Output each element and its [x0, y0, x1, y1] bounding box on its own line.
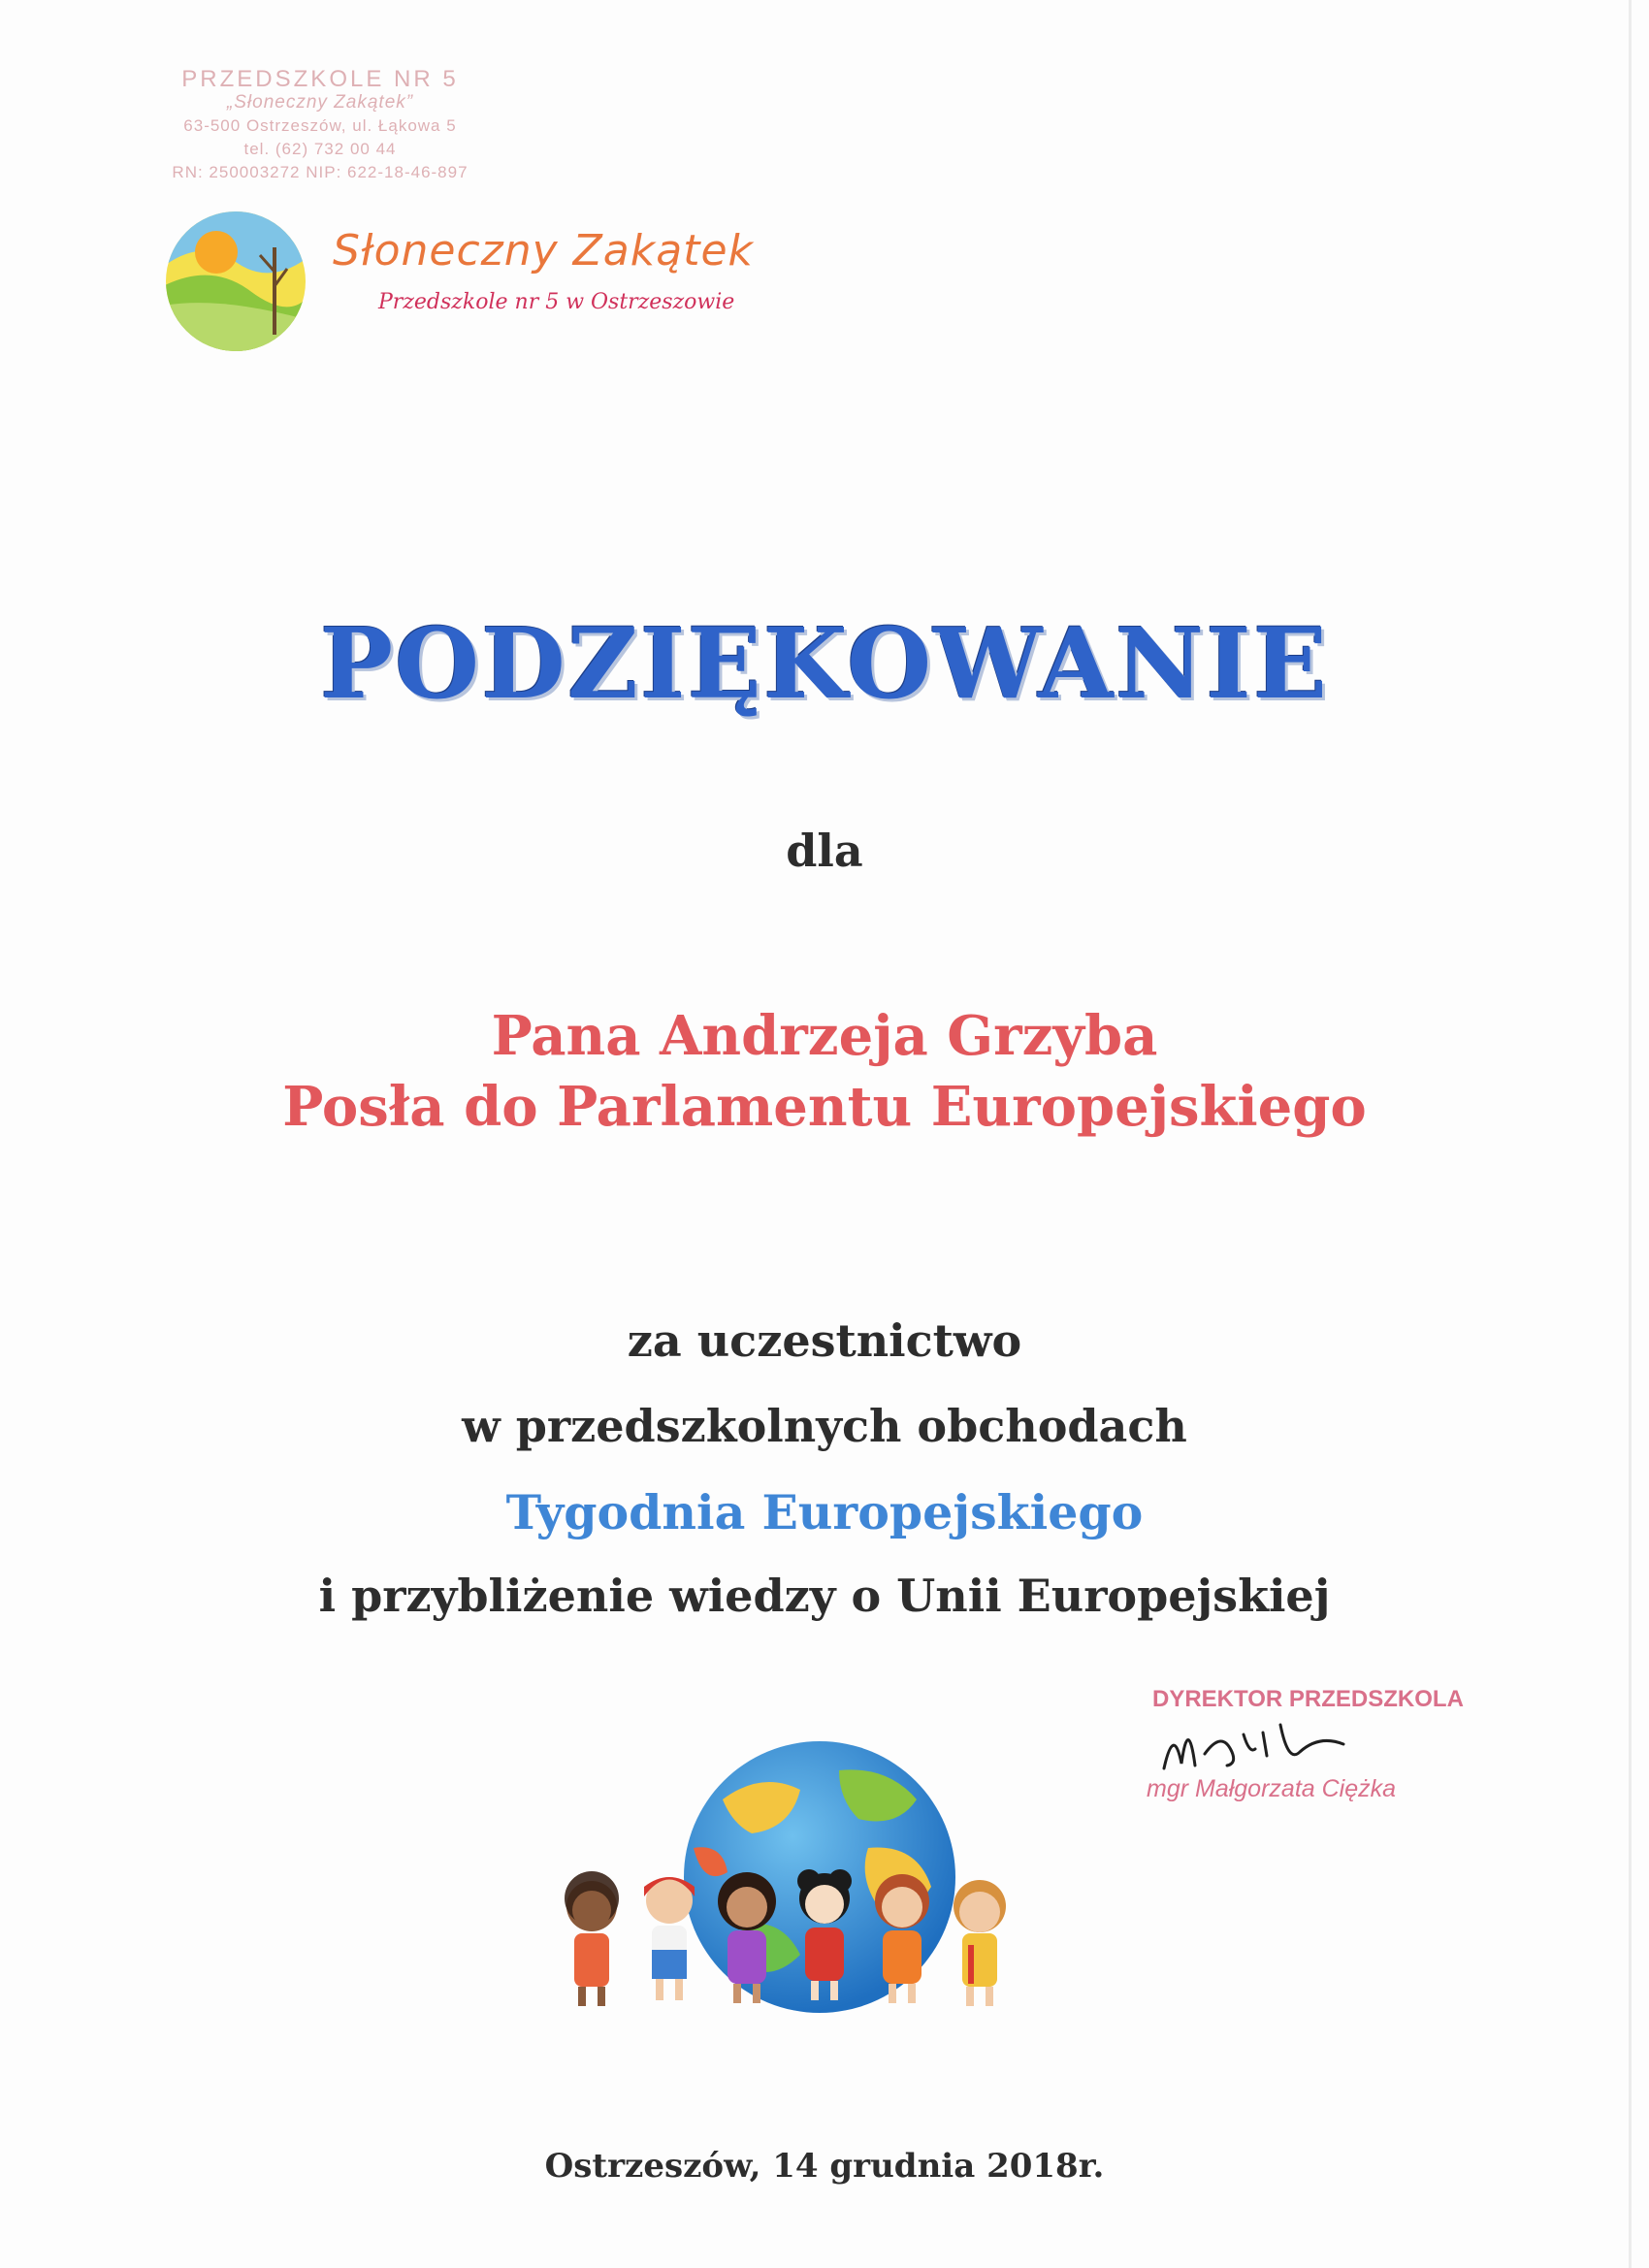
globe-children-illustration	[548, 1732, 1072, 2027]
stamp-ids: RN: 250003272 NIP: 622-18-46-897	[172, 163, 469, 181]
logo-sun-tree-icon	[163, 209, 308, 354]
stamp-address: 63-500 Ostrzeszów, ul. Łąkowa 5	[183, 116, 457, 135]
director-signature-block	[1135, 1686, 1465, 1822]
for-label: dla	[786, 825, 863, 877]
recipient-name: Pana Andrzeja Grzyba	[491, 1004, 1158, 1068]
institution-stamp	[126, 68, 514, 184]
recipient-position: Posła do Parlamentu Europejskiego	[282, 1075, 1367, 1139]
logo-subtitle: Przedszkole nr 5 w Ostrzeszowie	[378, 290, 735, 314]
reason-line-2: w przedszkolnych obchodach	[462, 1400, 1187, 1452]
stamp-name: „Słoneczny Zakątek”	[226, 92, 414, 113]
reason-line-1: za uczestnictwo	[627, 1314, 1022, 1367]
stamp-phone: tel. (62) 732 00 44	[243, 140, 397, 158]
globe-children-icon	[548, 1732, 1072, 2027]
place-and-date: Ostrzeszów, 14 grudnia 2018r.	[544, 2147, 1105, 2186]
logo-name: Słoneczny Zakątek	[333, 226, 754, 275]
kindergarten-logo	[163, 209, 754, 335]
stamp-title: PRZEDSZKOLE NR 5	[181, 66, 459, 92]
director-name: mgr Małgorzata Ciężka	[1147, 1775, 1397, 1802]
handwritten-signature-icon	[1135, 1696, 1465, 1783]
certificate-title: PODZIĘKOWANIE	[319, 606, 1330, 721]
reason-line-4: i przybliżenie wiedzy o Unii Europejskiej	[318, 1570, 1331, 1622]
reason-line-3: Tygodnia Europejskiego	[505, 1484, 1144, 1540]
director-title: DYREKTOR PRZEDSZKOLA	[1152, 1686, 1464, 1712]
